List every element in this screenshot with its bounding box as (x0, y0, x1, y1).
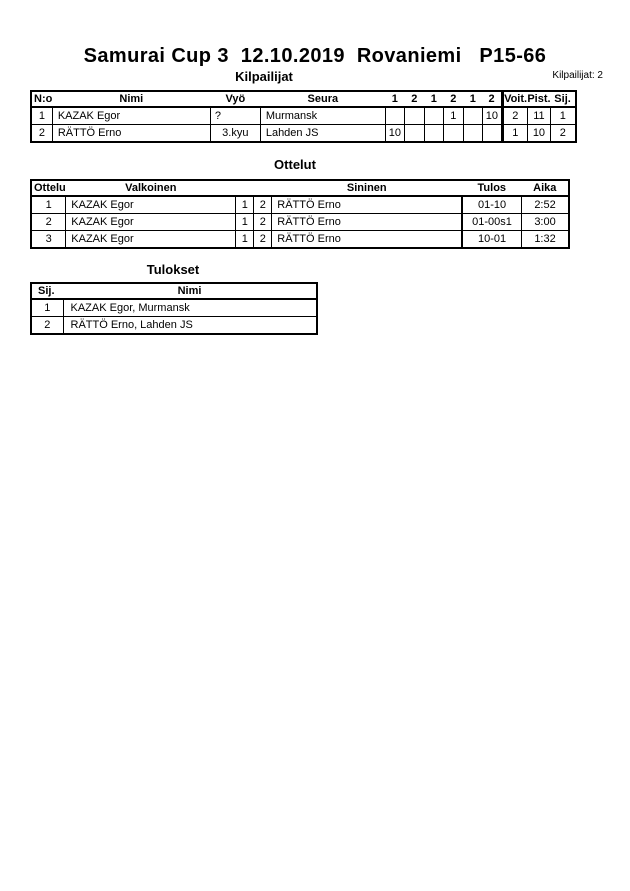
kilpailijat-cell: Murmansk (260, 107, 385, 125)
ottelut-header-cell: Tulos (462, 180, 522, 196)
tulokset-cell: RÄTTÖ Erno, Lahden JS (63, 317, 317, 335)
kilpailijat-cell (443, 125, 463, 143)
kilpailijat-cell: 1 (31, 107, 52, 125)
kilpailijat-cell: 10 (482, 107, 502, 125)
kilpailijat-cell: 2 (31, 125, 52, 143)
ottelut-cell: 01-10 (462, 196, 522, 214)
ottelut-cell: 10-01 (462, 231, 522, 249)
kilpailijat-row (31, 107, 576, 125)
ottelut-header-cell (236, 180, 254, 196)
kilpailijat-cell (463, 107, 482, 125)
ottelut-cell: 2 (254, 196, 272, 214)
tulokset-header-row (31, 283, 317, 299)
kilpailijat-header-cell: Vyö (210, 91, 260, 107)
kilpailijat-header-cell: Seura (260, 91, 385, 107)
kilpailijat-cell: 1 (551, 107, 576, 125)
kilpailijat-cell (482, 125, 502, 143)
ottelut-cell: 1 (236, 214, 254, 231)
competitors-count-label: Kilpailijat: 2 (552, 70, 603, 81)
kilpailijat-cell: 2 (502, 107, 527, 125)
tulokset-cell: 1 (31, 299, 63, 317)
ottelut-cell: 1 (31, 196, 66, 214)
kilpailijat-cell (424, 107, 443, 125)
tulokset-row (31, 299, 317, 317)
ottelut-cell: KAZAK Egor (66, 196, 236, 214)
kilpailijat-row (31, 125, 576, 143)
kilpailijat-table (30, 90, 577, 143)
tulokset-cell: KAZAK Egor, Murmansk (63, 299, 317, 317)
report-title: Samurai Cup 3 12.10.2019 Rovaniemi P15-66 (83, 45, 547, 67)
ottelut-row (31, 214, 569, 231)
ottelut-cell: 1:32 (522, 231, 569, 249)
ottelut-cell: 2 (254, 231, 272, 249)
kilpailijat-cell: RÄTTÖ Erno (52, 125, 210, 143)
kilpailijat-cell: 11 (527, 107, 550, 125)
ottelut-header-row (31, 180, 569, 196)
kilpailijat-header-cell: Pist. (527, 93, 551, 105)
kilpailijat-cell: 1 (443, 107, 463, 125)
section-title-tulokset: Tulokset (146, 262, 200, 277)
tulokset-table (30, 282, 318, 335)
kilpailijat-header-cell: Nimi (52, 91, 210, 107)
kilpailijat-cell (463, 125, 482, 143)
kilpailijat-cell (404, 125, 424, 143)
kilpailijat-header-cell: 1 (463, 91, 482, 107)
tulokset-header-cell: Sij. (31, 283, 63, 299)
ottelut-header-cell: Aika (522, 180, 569, 196)
section-title-kilpailijat: Kilpailijat (235, 69, 293, 84)
kilpailijat-cell: 3.kyu (210, 125, 260, 143)
section-title-ottelut: Ottelut (274, 157, 316, 172)
kilpailijat-cell (404, 107, 424, 125)
kilpailijat-cell: 10 (385, 125, 404, 143)
ottelut-row (31, 231, 569, 249)
ottelut-cell: 2 (254, 214, 272, 231)
kilpailijat-header-cell: N:o (31, 91, 52, 107)
tulokset-cell: 2 (31, 317, 63, 335)
kilpailijat-header-cell: Sij. (551, 91, 576, 107)
ottelut-cell: 3 (31, 231, 66, 249)
ottelut-header-cell: Sininen (272, 180, 462, 196)
kilpailijat-header-cell: 2 (404, 91, 424, 107)
kilpailijat-header-cell: 1 (385, 91, 404, 107)
kilpailijat-cell: Lahden JS (260, 125, 385, 143)
ottelut-cell: 2 (31, 214, 66, 231)
kilpailijat-cell: 1 (502, 125, 527, 143)
kilpailijat-cell: KAZAK Egor (52, 107, 210, 125)
kilpailijat-header-cell: 2 (443, 91, 463, 107)
kilpailijat-header-row (31, 91, 576, 107)
kilpailijat-header-cell: 1 (424, 91, 443, 107)
ottelut-cell: KAZAK Egor (66, 214, 236, 231)
ottelut-header-cell: Ottelu (31, 180, 66, 196)
ottelut-cell: 1 (236, 196, 254, 214)
kilpailijat-cell: ? (210, 107, 260, 125)
ottelut-cell: RÄTTÖ Erno (272, 214, 462, 231)
ottelut-header-cell (254, 180, 272, 196)
tulokset-row (31, 317, 317, 335)
ottelut-cell: RÄTTÖ Erno (272, 196, 462, 214)
kilpailijat-header-cell: 2 (482, 91, 502, 107)
tulokset-header-cell: Nimi (63, 283, 317, 299)
ottelut-cell: RÄTTÖ Erno (272, 231, 462, 249)
ottelut-row (31, 196, 569, 214)
kilpailijat-cell: 10 (527, 125, 550, 143)
kilpailijat-cell: 2 (551, 125, 576, 143)
ottelut-table (30, 179, 570, 249)
ottelut-cell: KAZAK Egor (66, 231, 236, 249)
kilpailijat-header-cell: Voit. (504, 93, 528, 105)
ottelut-header-cell: Valkoinen (66, 180, 236, 196)
ottelut-cell: 01-00s1 (462, 214, 522, 231)
ottelut-cell: 3:00 (522, 214, 569, 231)
ottelut-cell: 1 (236, 231, 254, 249)
kilpailijat-cell (424, 125, 443, 143)
kilpailijat-cell (385, 107, 404, 125)
ottelut-cell: 2:52 (522, 196, 569, 214)
